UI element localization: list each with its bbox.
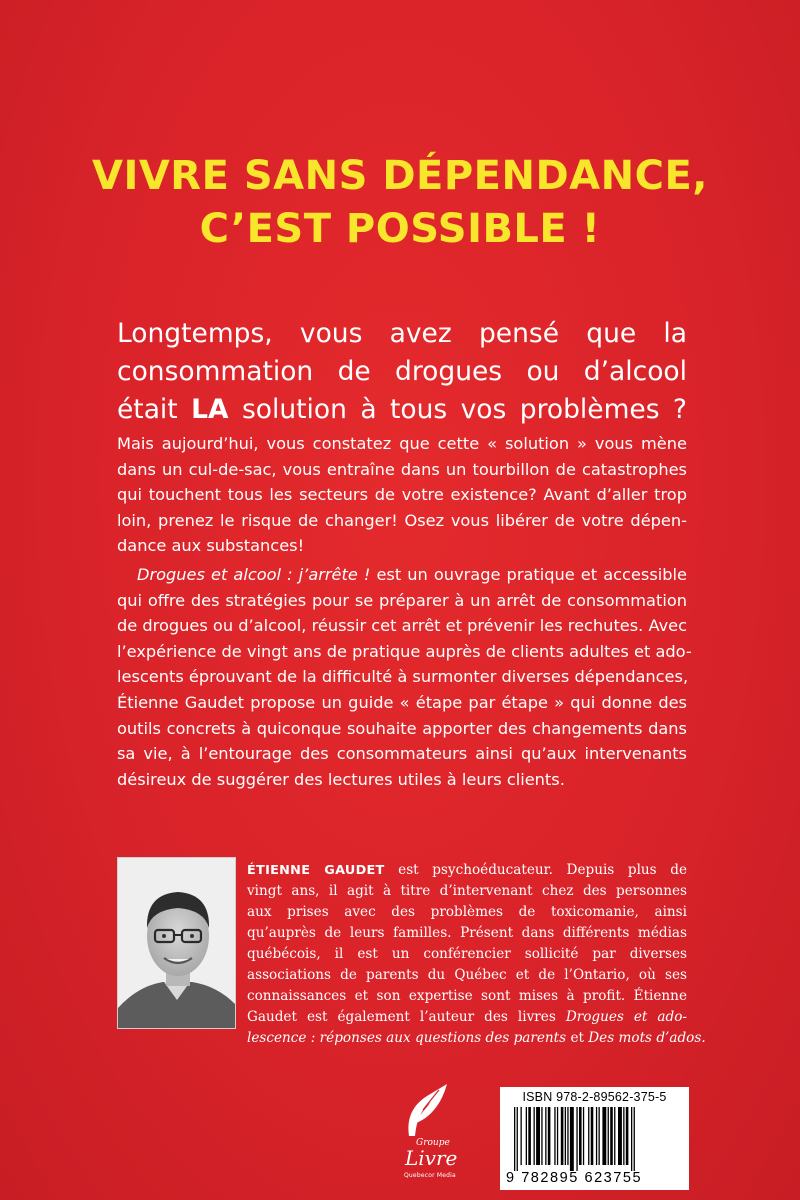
para2-first-line (117, 562, 687, 588)
para2-line: de drogues ou d’alcool, réussir cet arrêt et prévenir les rechutes. Avec (117, 616, 688, 636)
author-portrait-icon (118, 858, 236, 1029)
publisher-parent: Quebecor Media (404, 1172, 456, 1179)
bio-book-1-cont: lescence : réponses aux questions des parents (247, 1030, 567, 1046)
bio-book-1: Drogues et ado- (565, 1009, 687, 1025)
para1-line: Mais aujourd’hui, vous constatez que cette « solution » vous mène (117, 434, 687, 453)
bio-line: associations de parents du Québec et de l’Ontario, où ses (247, 967, 687, 983)
publisher-logo (393, 1080, 465, 1180)
bio-line: québécois, il est un conférencier sollicité par diverses (247, 946, 687, 962)
bio-book-2: Des mots d’ados. (588, 1030, 706, 1046)
author-photo (117, 857, 236, 1029)
description (117, 431, 692, 792)
para1-line: dance aux substances! (117, 536, 305, 556)
para2-line: outils concrets à quiconque souhaite apporter des changements dans (117, 718, 687, 738)
author-bio (247, 860, 706, 1049)
lead-emphasis: LA (191, 394, 229, 425)
bio-line-8-start: Gaudet est également l’auteur des livres (247, 1009, 566, 1025)
bio-first-rest: est psychoéducateur. Depuis plus de (384, 862, 687, 878)
headline-line-2: C’EST POSSIBLE ! (199, 206, 601, 252)
bio-line-9-mid: et (566, 1030, 589, 1046)
leaf-logo-icon (403, 1080, 453, 1140)
bio-line: vingt ans, il agit à titre d’intervenant chez des personnes (247, 883, 687, 899)
lead-line-2: consommation de drogues ou d’alcool (117, 356, 687, 387)
para2-first-rest: est un ouvrage pratique et accessible (370, 564, 687, 584)
lead-paragraph (117, 315, 687, 429)
lead-line-3 (117, 391, 687, 429)
author-name: ÉTIENNE GAUDET (247, 863, 385, 878)
barcode-label (500, 1087, 689, 1190)
bio-line: qu’auprès de leurs familles. Présent dans différents médias (247, 925, 687, 941)
para1-line: qui touchent tous les secteurs de votre existence? Avant d’aller trop (117, 485, 687, 505)
headline (0, 150, 800, 256)
para1-line: loin, prenez le risque de changer! Osez vous libérer de votre dépen- (117, 510, 687, 530)
para2-line: désireux de suggérer des lectures utiles à leurs clients. (117, 769, 565, 789)
para2-line: sa vie, à l’entourage des consommateurs ainsi qu’aux intervenants (117, 744, 687, 764)
para2-line: l’expérience de vingt ans de pratique auprès de clients adultes et ado- (117, 641, 692, 661)
publisher-name: Livre (405, 1146, 458, 1170)
para1-line: dans un cul-de-sac, vous entraîne dans un tourbillon de catastrophes (117, 459, 687, 479)
lead-line-1: Longtemps, vous avez pensé que la (117, 318, 687, 349)
bio-first-line (247, 860, 687, 881)
ean-digits: 9 782895 623755 (506, 1170, 643, 1186)
para2-line: lescents éprouvant de la difficulté à surmonter diverses dépendances, (117, 667, 689, 687)
para2-line: Étienne Gaudet propose un guide « étape par étape » qui donne des (117, 692, 687, 712)
publisher-groupe: Groupe (416, 1138, 450, 1148)
bio-line-9 (247, 1028, 706, 1049)
bio-line-8 (247, 1007, 687, 1028)
headline-line-1: VIVRE SANS DÉPENDANCE, (92, 153, 708, 199)
bio-line: connaissances et son expertise sont mises à profit. Étienne (247, 988, 687, 1004)
book-title: Drogues et alcool : j’arrête ! (137, 564, 371, 584)
barcode-icon (514, 1107, 676, 1171)
lead-line-3-start: était (117, 394, 192, 425)
lead-line-3-end: solution à tous vos problèmes ? (228, 394, 687, 425)
para2-line: qui offre des stratégies pour se préparer à un arrêt de consommation (117, 590, 687, 610)
isbn-number: ISBN 978-2-89562-375-5 (522, 1090, 667, 1104)
bio-line: aux prises avec des problèmes de toxicomanie, ainsi (247, 904, 687, 920)
